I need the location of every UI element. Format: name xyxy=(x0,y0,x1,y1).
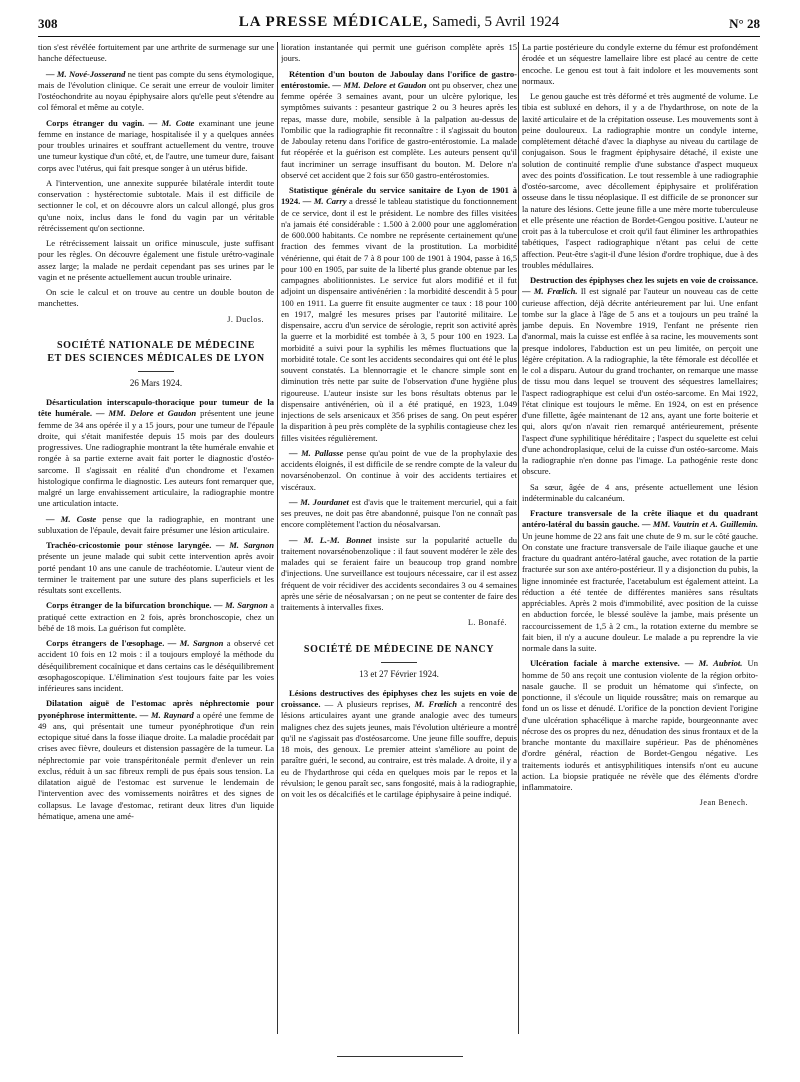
signature: Jean Benech. xyxy=(699,798,748,808)
text: pense que la radiographie, en montrant une subluxation de l'épaule, devait faire présumer une lésion articulaire. xyxy=(38,513,274,535)
author: — M. Sargnon xyxy=(211,540,274,550)
journal-name: LA PRESSE MÉDICALE, xyxy=(238,14,429,30)
paragraph xyxy=(522,91,758,271)
article-title: Statistique générale du service sanitaire de Lyon de 1901 à 1924. xyxy=(281,185,517,207)
section-heading xyxy=(281,643,517,663)
column-divider xyxy=(277,42,278,1034)
paragraph xyxy=(38,514,274,537)
paragraph xyxy=(281,448,517,493)
author: — MM. Delore et Gaudon xyxy=(92,408,197,419)
article xyxy=(38,600,274,634)
text: Sa sœur, âgée de 4 ans, présente actuellement une lésion indéterminable du calcanéum. xyxy=(522,481,758,503)
paragraph xyxy=(38,42,274,65)
text: Un jeune homme de 22 ans fait une chute de 9 m. sur le côté gauche. On constate une fracture transversale de l'aile iliaque gauche et une fracture du quadrant antéro-latéral gauche, avec rotation de la partie fracturée sur son axe antéro-postérieur. Il y a disjonction du pubis, la ligne innominée est fracturée, l'acetabulum est également atteint. La réduction a été tentée de différentes manières sans résultats appréciables. Après 2 mois d'immobilité, avec position de la cuisse en abduction forcée, le blessé soulève la jambe, mais présente un raccourcissement de 1,5 à 2 cm., la rotation externe du membre se fait bien, il n'y a aucune douleur. Le malade a pu reprendre la vie normale dans la suite. xyxy=(522,530,758,653)
text: examinant une jeune femme en instance de mariage, hospitalisée il y a quelques années pour troubles urinaires et souffrant actuellement du ventre, trouve une tumeur kystique d'un côté, et, de l'autre, une tumeur dure, faisant corps avec l'utérus, qui fait presque songer à un utérus bifide. xyxy=(38,117,274,173)
journal-title xyxy=(38,14,760,31)
article-title: Corps étrangers de l'œsophage. xyxy=(46,638,165,648)
article xyxy=(38,397,274,510)
author: — M. Jourdanet xyxy=(289,496,349,507)
author: — M. Sargnon xyxy=(164,638,224,648)
paragraph xyxy=(38,69,274,114)
article xyxy=(281,688,517,801)
text: présente un jeune malade qui subit cette intervention après avoir porté pendant 10 ans une canule de trachéotomie. L'auteur vient de terminer le traitement par une suture des plans superficiels et les résultats sont excellents. xyxy=(38,551,274,595)
text: pense qu'au point de vue de la prophylaxie des accidents éloignés, il est difficile de se rendre compte de la valeur du novarsénobenzol. On continue à voir des accidents tertiaires et viscéraux. xyxy=(281,447,517,492)
text: a observé cet accident 10 fois en 12 mois : il a toujours employé la méthode du déséquilibrement cocaïnique et dans certains cas le déséquilibrement œsophagoscopique. L'élimination s'est toujours faite par les voies inférieures sans incident. xyxy=(38,638,274,693)
author: — M. Pallasse xyxy=(289,447,344,458)
column-1 xyxy=(38,42,274,1052)
column-divider xyxy=(518,42,519,1034)
author: M. Frœlich xyxy=(414,699,458,709)
page-number: 308 xyxy=(38,16,58,31)
signature: J. Duclos. xyxy=(227,314,264,324)
article xyxy=(522,508,758,654)
text: tion s'est révélée fortuitement par une arthrite de surmenage sur une hanche défectueuse. xyxy=(38,42,274,64)
paragraph xyxy=(281,42,517,65)
paragraph xyxy=(38,238,274,283)
author: — M. Coste xyxy=(46,513,97,524)
text: La partie postérieure du condyle externe du fémur est profondément érodée et un séquestre lamellaire libre est placé au centre de cette encoche. Le genou est tout à fait indolore et les mouvements sont normaux. xyxy=(522,42,758,86)
paragraph xyxy=(522,42,758,87)
session-date: 13 et 27 Février 1924. xyxy=(359,668,439,679)
paragraph xyxy=(281,497,517,531)
article-title: Corps étranger de la bifurcation bronchique. xyxy=(46,600,212,611)
article-title: Lésions destructives des épiphyses chez les sujets en voie de croissance. xyxy=(281,687,517,709)
section-title: ET DES SCIENCES MÉDICALES DE LYON xyxy=(47,352,265,364)
divider xyxy=(138,371,174,372)
article-title: Fracture transversale de la crête iliaque et du quadrant antéro-latéral du bassin gauche. xyxy=(522,508,758,530)
article xyxy=(281,185,517,444)
text: On scie le calcul et on trouve au centre un double bouton de manchettes. xyxy=(38,287,274,309)
text: — A plusieurs reprises, xyxy=(320,699,415,709)
text: a dressé le tableau statistique du fonctionnement de ce service, dont il est le président. Le nombre des filles visitées n'a jamais été considérable : 1.500 à 2.000 pour une agglomération de 600.000 habitants. Ce nombre ne représente certainement qu'une fraction des femmes vivant de la prostitution. La morbidité vénérienne, qui était de 7 à 8 pour 100 de 1901 à 1904, passe à 16,5 pour 100 en 1905, par suite de la liberté plus grande obtenue par les campagnes abolitionnistes. Le service fut alors modifié et il fut adjoint un dispensaire antivénérien : la morbidité descendit à 5 pour 100 en 1911. La guerre fit ensuite augmenter ce taux : 18 pour 100 en 1917, malgré les mesures prises par l'autorité militaire. Le dispensaire, accru d'un service de sérologie, reprit son activité après la guerre et la morbidité est tombée à 3, 5 pour 100 en 1923. La morbidité a suivi pour la syphilis les mêmes fluctuations que la morbidité totale. Ce sont les accidents secondaires qui ont été le plus souvent constatés. La blennorragie et le chancre simple sont en diminution très nette par suite de l'observation d'une hygiène plus rigoureuse. L'auteur insiste sur les bons résultats obtenus par le dispensaire antivénérien, où il a été pratiqué, en 1923, 1.049 injections de sels arsenicaux et 356 prises de sang. On peut espérer la disparition à peu près complète de la syphilis contagieuse chez les filles visitées régulièrement. xyxy=(281,196,517,443)
end-rule xyxy=(337,1056,463,1057)
text: Un homme de 50 ans reçoit une contusion violente de la région orbito-nasale gauche. Il se produit un hématome qui s'infecte, on ponctionne, il s'écoule un liquide roussâtre; mais on remarque au fond un os lisse et dénudé. L'orifice de la ponction devient l'origine d'une ulcération sphacélique à marche rapide, bourgeonnante avec nécrose des os propres du nez, dénudation des sinus frontaux et de la branche montante du maxillaire supérieur. Pas de phénomènes d'ordre général, réaction de Bordet-Gengou négative. Les traitements iodurés et antisyphilitiques intensifs n'ont eu aucune action. La biopsie pratiquée ne révèle que des éléments d'ordre inflammatoire. xyxy=(522,658,758,792)
section-title: SOCIÉTÉ NATIONALE DE MÉDECINE xyxy=(56,339,256,351)
article-title: Destruction des épiphyses chez les sujets en voie de croissance. xyxy=(530,275,758,285)
author: — M. Cotte xyxy=(144,117,195,128)
text: Le genou gauche est très déformé et très augmenté de volume. Le tibia est subluxé en dehors, il y a de l'hydarthrose, on note de la laxité articulaire et de la crépitation osseuse. Les mouvements sont à peine douloureux. La radiographie montre un condyle interne, complètement détaché d'avec la diaphyse au niveau du cartilage de conjugaison. Sous le fragment épiphysaire détaché, il existe une solution de continuité remplie d'une substance d'aspect muqueux avec des points d'ossification. Le tout ressemble à une radiographie d'ostéo-sarcome, avec décollement épiphysaire et prolifération osseuse dans le tissu néoplasique. Il est difficile de se prononcer sur la nature des lésions. Cette jeune fille a une mère morte tuberculeuse et elle présente une réaction de Bordet-Gengou positive. L'auteur ne croit pas à la tuberculose et croit qu'il faut éliminer les arthropathies tabétiques, l'aspect radiographique n'étant pas celui de cette affection. Peut-être s'agit-il d'une lésion d'ordre trophique, due à des troubles médullaires. xyxy=(522,91,758,270)
author: — MM. Vautrin et A. Guillemin. xyxy=(639,519,758,530)
page-header xyxy=(38,14,760,37)
paragraph xyxy=(38,178,274,234)
author: — M. Raynard xyxy=(137,709,194,720)
text: ont pu observer, chez une femme opérée 3 semaines avant, pour un ulcère pylorique, les symptômes suivants : pesanteur gastrique 2 ou 3 heures après les repas, masse dure, mobile, sensible à la palpation au-dessus de l'ombilic que la radiographie fit reconnaître : il s'agissait du bouton de Jaboulay retenu dans l'orifice de gastro-entérostomie. La malade fut réopérée et la guérison est complète. Les auteurs pensent qu'il faut incriminer un serrage insuffisant du bouton. M. Delore n'a observé cet accident que 2 fois sur 650 gastro-entérostomies. xyxy=(281,79,517,180)
divider xyxy=(381,662,417,663)
paragraph xyxy=(522,482,758,505)
text: est d'avis que le traitement mercuriel, qui a fait ses preuves, ne doit pas être abandonné, puisque l'on ne connaît pas encore complètement l'action du néosalvarsan. xyxy=(281,496,517,530)
text: insiste sur la popularité actuelle du traitement novarsénobenzolique : il faut souvent modérer le zèle des malades qui se feraient faire un beaucoup trop grand nombre d'injections. Une surveillance est toujours nécessaire, car il est assez fréquent de voir récidiver des accidents secondaires 3 ou 4 semaines après une série de néosalvarsan ; on ne peut se contenter de faire des traitements à intervalles fixes. xyxy=(281,534,517,612)
article xyxy=(38,540,274,596)
article xyxy=(38,638,274,694)
article-title: Ulcération faciale à marche extensive. xyxy=(530,658,680,669)
article-title: Dilatation aiguë de l'estomac après néphrectomie pour pyonéphrose intermittente. xyxy=(38,698,274,720)
author: — M. L.-M. Bonnet xyxy=(289,534,372,545)
paragraph xyxy=(38,287,274,310)
column-3 xyxy=(522,42,758,1052)
section-heading xyxy=(38,339,274,372)
article-title: Corps étranger du vagin. xyxy=(46,117,145,128)
text: a opéré une femme de 49 ans, qui présentait une tumeur pyonéphrotique d'un rein ectopique situé dans la fosse iliaque droite. La maladie procédait par crises avec fièvre, douleurs et distension passagère de la tumeur. La néphrectomie par voie transpéritonéale permit d'enlever un rein exclus, réduit à un sac fibreux rempli de pus épais sous tension. La dilatation aiguë de l'estomac est survenue le lendemain de l'intervention avec des vomissements noirâtres et des signes de collapsus. Le lavage d'estomac, retirant deux litres d'un liquide hématique, amena une amé- xyxy=(38,709,274,821)
author: — M. Carry xyxy=(300,196,347,207)
author: — M. Nové-Josserand xyxy=(46,68,126,79)
text: présentent une jeune femme de 34 ans opérée il y a 15 jours, pour une tumeur de l'épaule droite, qui s'était manifestée depuis 15 mois par des douleurs progressives. Une radiographie montrant la tête humérale envahie et rongée à sa partie externe avait fait porter le diagnostic d'ostéo-sarcome. Il s'agissait en réalité d'un chondrome et l'examen histologique confirma le diagnostic. Les auteurs font remarquer que, malgré un large envahissement articulaire, la radiographie montre une articulation intacte. xyxy=(38,408,274,509)
article-title: Rétention d'un bouton de Jaboulay dans l'orifice de gastro-entérostomie. xyxy=(281,68,517,90)
article xyxy=(522,275,758,478)
text: Il est signalé par l'auteur un nouveau cas de cette curieuse affection, déjà décrite antérieurement par lui. Une enfant tombe sur la glace à l'âge de 5 ans et a toujours un peu traîné la jambe depuis. En Novembre 1919, l'enfant ne présente rien d'anormal, mais la cuisse est enflée à sa racine, les mouvements sont presque indolores, l'abduction est un peu limitée, on perçoit une légère crépitation. A la radiographie, la tête fémorale est décollée et le col a disparu. Autour du grand trochanter, on remarque une masse de tissu mou dans lequel se trouvent des séquestres lamellaires; l'aspect radiographique est celui d'un ostéo-sarcome. En Mai 1922, l'état clinique est toujours le même. En 1924, on est en présence d'une fillette, âgée maintenant de 12 ans, ayant une forte boiterie et qui, alors qu'on n'avait rien remarqué antérieurement, présente l'aspect d'une syphilitique héréditaire ; l'aspect du squelette est celui d'une achondroplasique, celui de la cuisse d'un ostéo-sarcome. Mais la radiographie n'en donne pas l'image. La pathogénie reste donc obscure. xyxy=(522,286,758,477)
paragraph xyxy=(281,535,517,614)
author: — MM. Delore et Gaudon xyxy=(329,79,427,90)
text: lioration instantanée qui permit une guérison complète après 15 jours. xyxy=(281,42,517,64)
article-title: Trachéo-cricostomie pour sténose laryngée. xyxy=(46,540,212,550)
article xyxy=(522,658,758,793)
author: — M. Frœlich. xyxy=(522,286,578,297)
session-date: 26 Mars 1924. xyxy=(129,377,183,388)
signature: L. Bonafé. xyxy=(468,618,507,628)
article-title: Désarticulation interscapulo-thoracique pour tumeur de la tête humérale. xyxy=(38,397,274,419)
text: Le rétrécissement laissait un orifice minuscule, juste suffisant pour les règles. On découvre également une fistule urétro-vaginale assez large; la malade ne perdait cependant pas ses urines par le vagin et ne présente actuellement aucun trouble urinaire. xyxy=(38,238,274,282)
text: a pratiqué cette extraction en 2 fois, après bronchoscopie, chez un bébé de 18 mois. La guérison fut complète. xyxy=(38,600,274,633)
article xyxy=(38,698,274,822)
text: A l'intervention, une annexite suppurée bilatérale interdit toute conservation : hystérectomie subtotale. Mais il est difficile de sectionner le col, et on découvre alors un calcul allongé, plus gros qu'une noix, inclus dans le fond du vagin par un véritable rétrécissement qu'on sectionne. xyxy=(38,177,274,233)
issue-date: Samedi, 5 Avril 1924 xyxy=(428,14,560,30)
article xyxy=(281,69,517,182)
column-2 xyxy=(281,42,517,1052)
author: — M. Aubriot. xyxy=(679,658,743,669)
author: — M. Sargnon xyxy=(211,600,268,611)
section-title: SOCIÉTÉ DE MÉDECINE DE NANCY xyxy=(303,643,495,655)
article xyxy=(38,118,274,174)
issue-number: N° 28 xyxy=(729,16,760,31)
text: a rencontré des lésions articulaires ayant une grande analogie avec des tumeurs malignes chez des sujets jeunes, mais l'évolution ultérieure a montré qu'il ne s'agissait pas d'ostéosarcome. Une jeune fille souffre, depuis 18 mois, des genoux. Le premier atteint s'améliore au point de paraître guéri, le second, au contraire, est très malade. A droite, il y a eu de l'hydarthrose qui céda en quelques mois par le repos et la révulsion; le genou paraît sec, sans fongosité, mais à la radiographie, on voit les os décalcifiés et le cartilage épiphysaire à peine indiqué. xyxy=(281,699,517,799)
text: ne tient pas compte du sens étymologique, mais de l'évolution clinique. Ce serait une erreur de vouloir limiter l'ostéochondrite au noyau épiphysaire alors qu'elle peut s'étendre au col fémoral et même au cotyle. xyxy=(38,68,274,113)
